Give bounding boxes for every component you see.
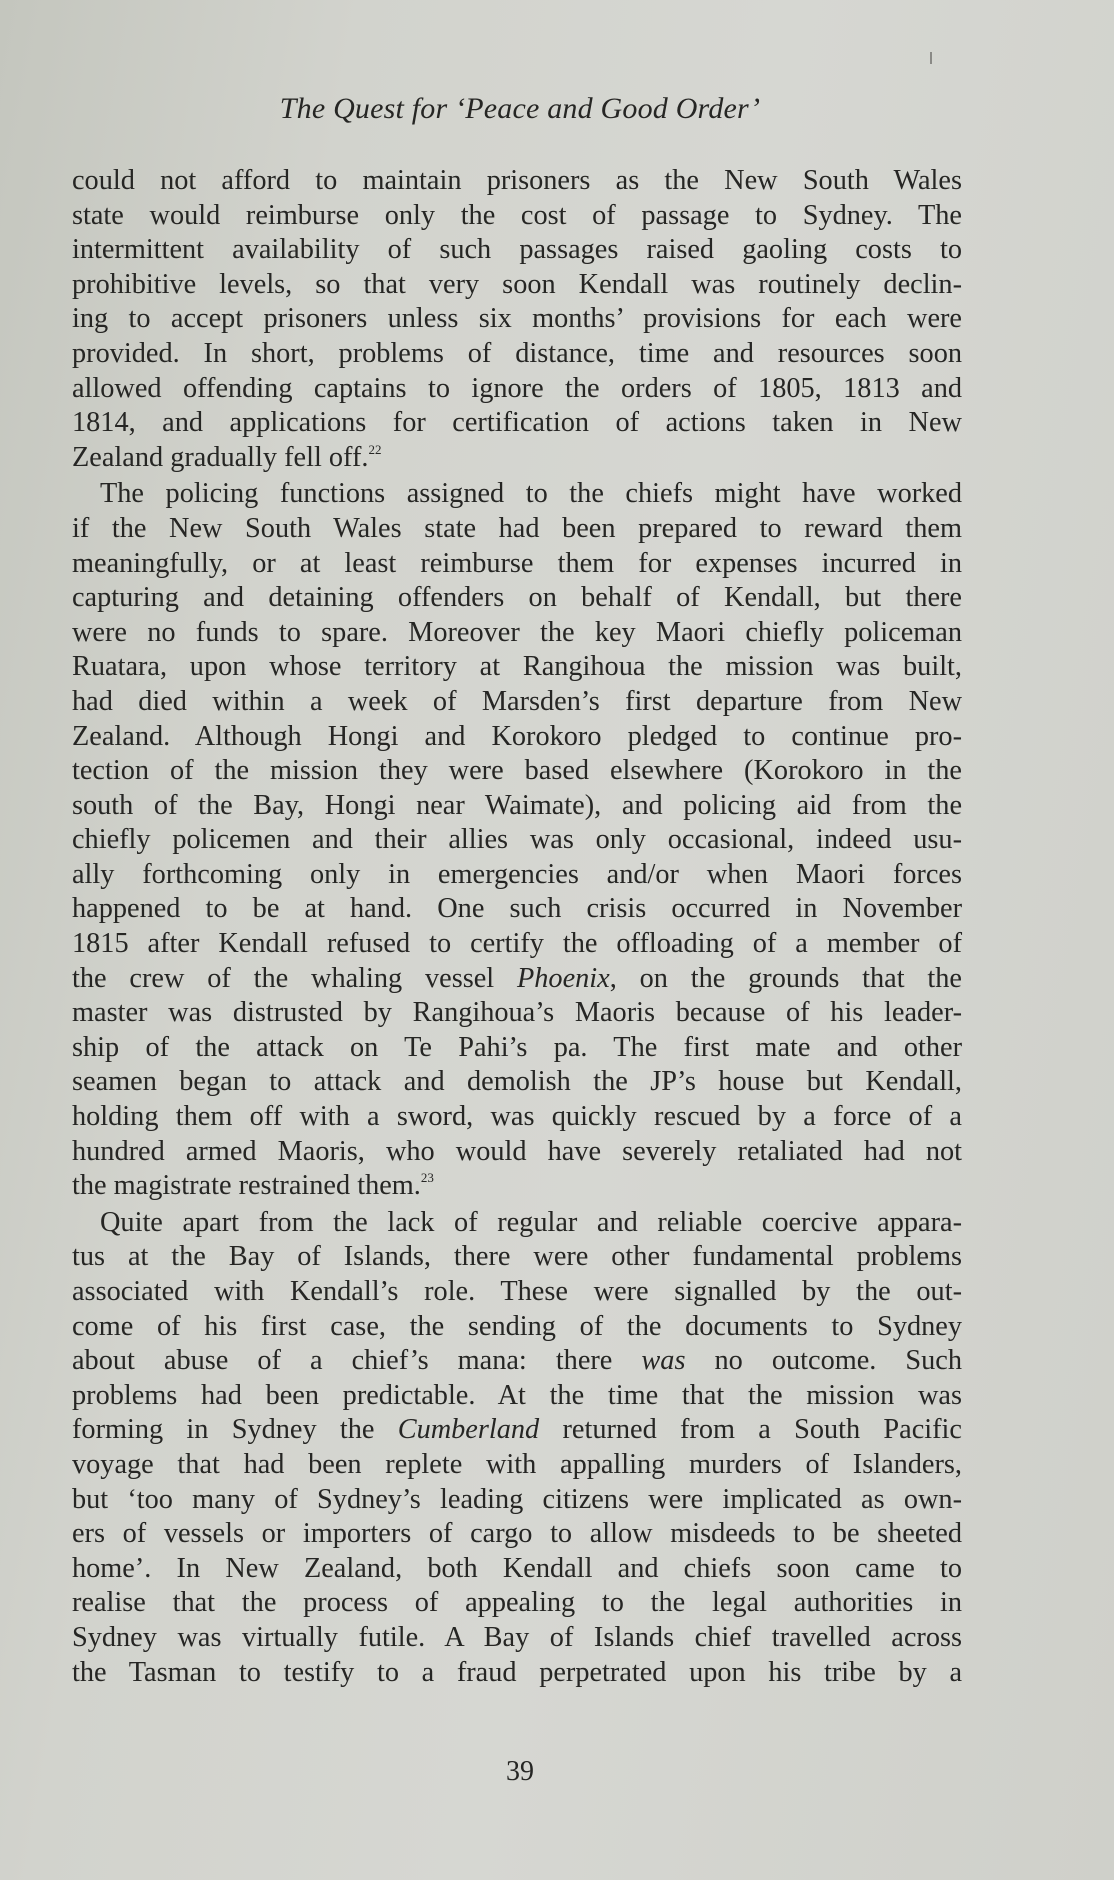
text-line: prohibitive levels, so that very soon Kendall was routinely declin-: [72, 268, 962, 300]
text-line: tection of the mission they were based elsewhere (Korokoro in the: [72, 755, 962, 787]
ship-name-cumberland: Cumberland: [397, 1414, 540, 1446]
text-line: The policing functions assigned to the chiefs might have worked: [100, 478, 962, 510]
text-line: hundred armed Maoris, who would have severely retaliated had not: [72, 1135, 962, 1167]
text-line: tus at the Bay of Islands, there were other fundamental problems: [72, 1241, 962, 1273]
footnote-ref-23: 23: [420, 1170, 434, 1186]
text-run: the crew of the whaling vessel: [72, 962, 517, 994]
text-line: Ruatara, upon whose territory at Rangihoua the mission was built,: [72, 651, 962, 683]
text-line: state would reimburse only the cost of passage to Sydney. The: [72, 199, 962, 231]
text-line: master was distrusted by Rangihoua’s Maoris because of his leader-: [72, 997, 962, 1029]
text-line: [72, 441, 962, 476]
text-line: could not afford to maintain prisoners as the New South Wales: [72, 165, 962, 196]
text-run: about abuse of a chief’s mana: there: [72, 1345, 642, 1377]
text-line: allowed offending captains to ignore the orders of 1805, 1813 and: [72, 372, 962, 404]
text-line: ers of vessels or importers of cargo to allow misdeeds to be sheeted: [72, 1518, 962, 1550]
text-line: holding them off with a sword, was quickly rescued by a force of a: [72, 1101, 962, 1133]
running-head: The Quest for ‘Peace and Good Order’: [279, 92, 761, 125]
text-line: come of his first case, the sending of the documents to Sydney: [72, 1310, 962, 1342]
text-line: associated with Kendall’s role. These were signalled by the out-: [72, 1276, 962, 1307]
text-line: ship of the attack on Te Pahi’s pa. The first mate and other: [72, 1031, 962, 1063]
text-line: [72, 962, 962, 997]
text-run: returned from a South Pacific: [539, 1414, 962, 1446]
ship-name-phoenix: Phoenix: [517, 962, 610, 994]
text-line: seamen began to attack and demolish the JP’s house but Kendall,: [72, 1066, 962, 1098]
text-run: , on the grounds that the: [609, 962, 962, 994]
text-run: forming in Sydney the: [72, 1414, 398, 1446]
text-line: but ‘too many of Sydney’s leading citizens were implicated as own-: [72, 1483, 962, 1515]
body-text: [72, 164, 962, 1690]
text-line: chiefly policemen and their allies was only occasional, indeed usu-: [72, 824, 962, 856]
emphasis-was: was: [641, 1345, 686, 1377]
text-run: the magistrate restrained them.: [72, 1170, 421, 1202]
text-line: [72, 1169, 962, 1204]
footnote-ref-22: 22: [368, 441, 382, 457]
text-line: [72, 1344, 962, 1379]
text-line: realise that the process of appealing to the legal authorities in: [72, 1587, 962, 1619]
text-line: [72, 1413, 962, 1448]
text-line: happened to be at hand. One such crisis occurred in November: [72, 893, 962, 925]
page-number: 39: [506, 1756, 534, 1787]
text-line: provided. In short, problems of distance, time and resources soon: [72, 337, 962, 369]
text-line: ing to accept prisoners unless six months’ provisions for each were: [72, 303, 962, 335]
text-line: home’. In New Zealand, both Kendall and chiefs soon came to: [72, 1552, 962, 1584]
text-line: 1815 after Kendall refused to certify the offloading of a member of: [72, 928, 962, 960]
text-run: Zealand gradually fell off.: [72, 441, 369, 473]
text-line: intermittent availability of such passages raised gaoling costs to: [72, 234, 962, 266]
text-line: Quite apart from the lack of regular and reliable coercive appara-: [100, 1206, 962, 1238]
text-run: no outcome. Such: [685, 1345, 963, 1377]
text-line: the Tasman to testify to a fraud perpetrated upon his tribe by a: [72, 1656, 962, 1688]
text-line: Zealand. Although Hongi and Korokoro pledged to continue pro-: [72, 720, 962, 752]
text-line: problems had been predictable. At the time that the mission was: [72, 1379, 962, 1411]
text-line: if the New South Wales state had been prepared to reward them: [72, 512, 962, 544]
text-line: capturing and detaining offenders on behalf of Kendall, but there: [72, 582, 962, 614]
text-line: Sydney was virtually futile. A Bay of Islands chief travelled across: [72, 1621, 962, 1653]
text-line: south of the Bay, Hongi near Waimate), and policing aid from the: [72, 789, 962, 821]
text-line: ally forthcoming only in emergencies and/or when Maori forces: [72, 858, 962, 890]
text-line: were no funds to spare. Moreover the key Maori chiefly policeman: [72, 616, 962, 648]
page-edge-mark: [930, 52, 932, 64]
text-line: voyage that had been replete with appalling murders of Islanders,: [72, 1448, 962, 1480]
text-line: meaningfully, or at least reimburse them for expenses incurred in: [72, 547, 962, 579]
text-line: had died within a week of Marsden’s first departure from New: [72, 685, 962, 717]
text-line: 1814, and applications for certification of actions taken in New: [72, 407, 962, 439]
